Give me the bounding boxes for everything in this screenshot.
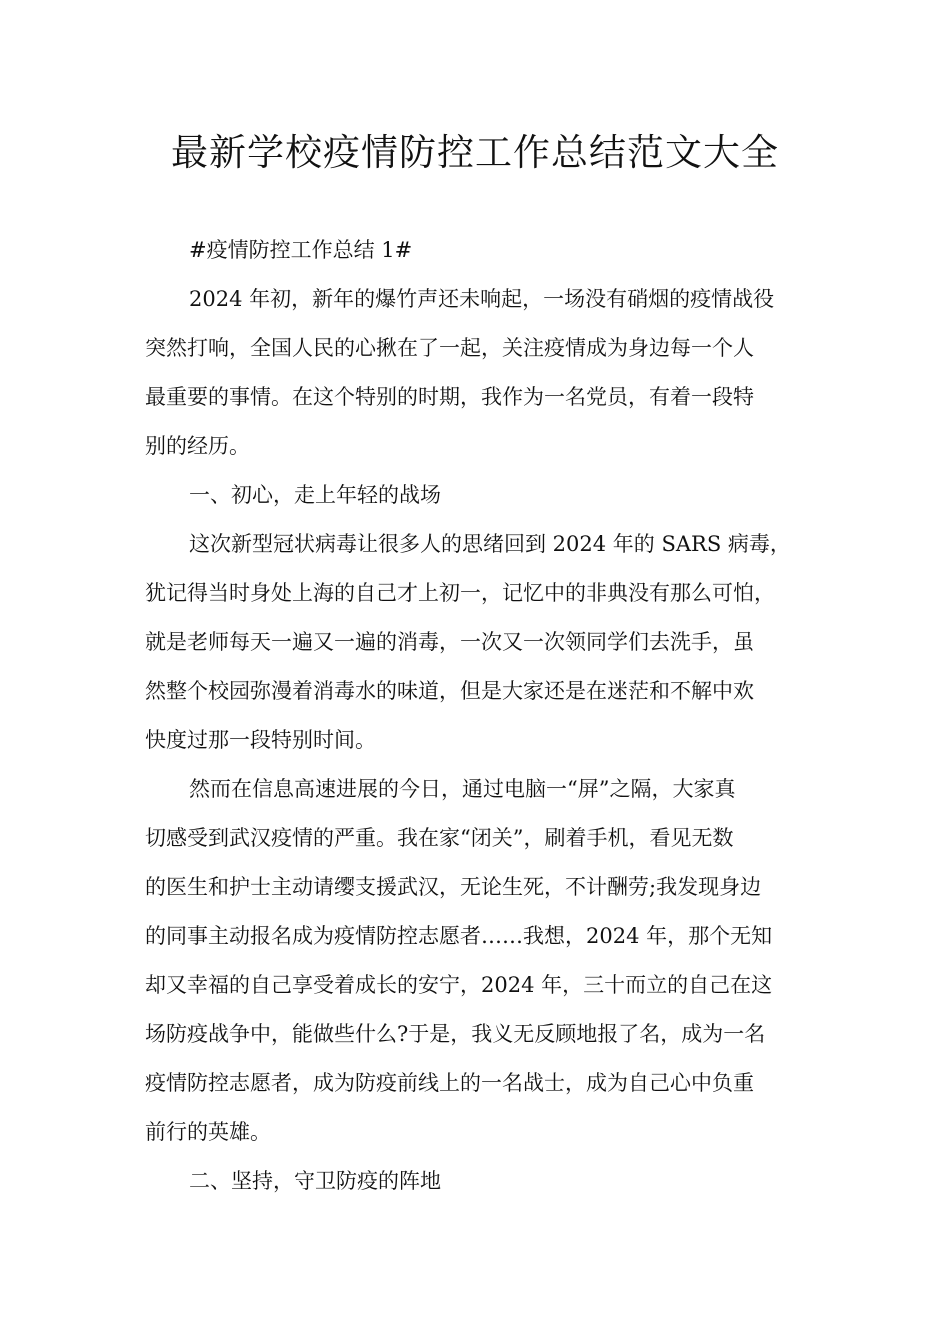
section-heading-paragraph	[145, 471, 810, 520]
text-line: 前行的英雄。	[145, 1120, 271, 1144]
text-line: 的同事主动报名成为疫情防控志愿者……我想，2024 年，那个无知	[145, 924, 773, 948]
text-line: 快度过那一段特别时间。	[145, 728, 376, 752]
text-line: 然整个校园弥漫着消毒水的味道，但是大家还是在迷茫和不解中欢	[145, 679, 754, 703]
text-line: 2024 年初，新年的爆竹声还未响起，一场没有硝烟的疫情战役	[189, 287, 775, 311]
section-heading: 一、初心，走上年轻的战场	[189, 483, 441, 507]
text-line: 却又幸福的自己享受着成长的安宁，2024 年，三十而立的自己在这	[145, 973, 773, 997]
section-heading-paragraph	[145, 1157, 810, 1206]
section-marker-paragraph	[145, 226, 810, 275]
text-line: 犹记得当时身处上海的自己才上初一，记忆中的非典没有那么可怕，	[145, 581, 775, 605]
text-line: 这次新型冠状病毒让很多人的思绪回到 2024 年的 SARS 病毒，	[189, 532, 791, 556]
text-line: 疫情防控志愿者，成为防疫前线上的一名战士，成为自己心中负重	[145, 1071, 754, 1095]
intro-paragraph	[145, 275, 810, 471]
document-title: 最新学校疫情防控工作总结范文大全	[171, 131, 779, 174]
sars-paragraph	[145, 520, 810, 765]
text-line: 的医生和护士主动请缨支援武汉，无论生死，不计酬劳;我发现身边	[145, 875, 762, 899]
document-body	[145, 226, 810, 1206]
text-line: 别的经历。	[145, 434, 250, 458]
text-line: 场防疫战争中，能做些什么?于是，我义无反顾地报了名，成为一名	[145, 1022, 766, 1046]
text-line: 切感受到武汉疫情的严重。我在家“闭关”，刷着手机，看见无数	[145, 826, 734, 850]
text-line: 然而在信息高速进展的今日，通过电脑一“屏”之隔，大家真	[189, 777, 736, 801]
text-line: 就是老师每天一遍又一遍的消毒，一次又一次领同学们去洗手，虽	[145, 630, 754, 654]
text-line: 突然打响，全国人民的心揪在了一起，关注疫情成为身边每一个人	[145, 336, 754, 360]
text-line: #疫情防控工作总结 1#	[189, 238, 413, 262]
text-line: 最重要的事情。在这个特别的时期，我作为一名党员，有着一段特	[145, 385, 754, 409]
volunteer-paragraph	[145, 765, 810, 1157]
section-heading: 二、坚持，守卫防疫的阵地	[189, 1169, 441, 1193]
